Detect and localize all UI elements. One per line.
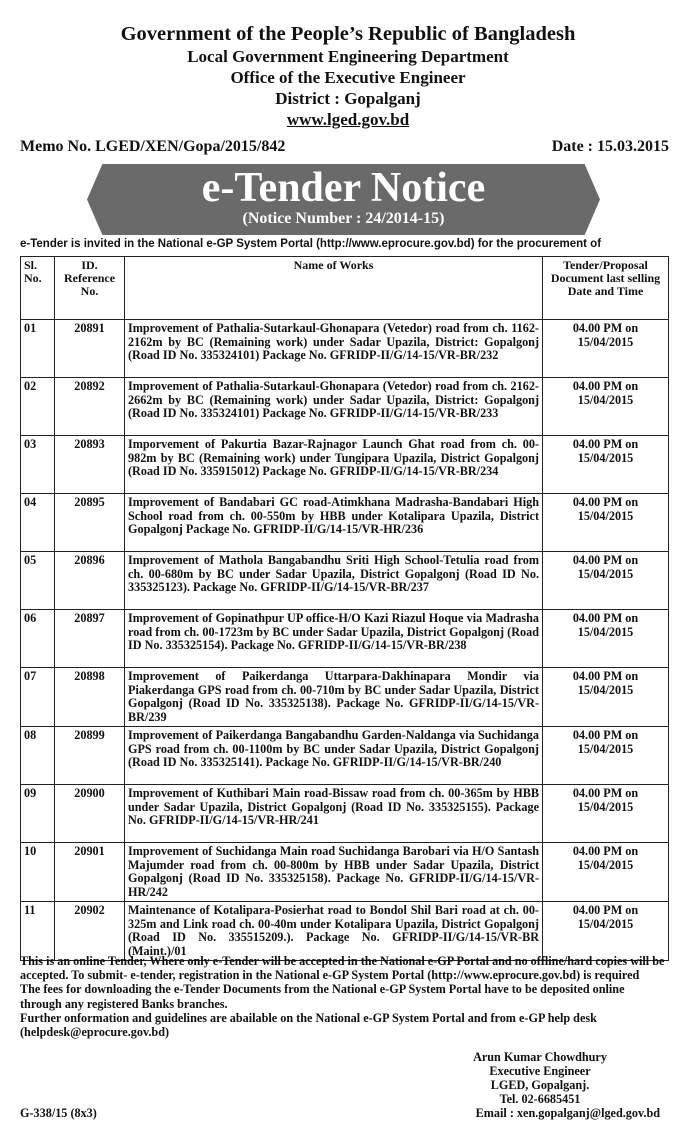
cell-work-description: Improvement of Paikerdanga Bangabandhu Garden-Naldanga via Suchidanga GPS road from ch. 00-1100m by BC under Sadar Upazila, District Gopalgonj (Road ID No. 335325141). Package No. GFRIDP-II/G/14-15/VR-BR/240 — [125, 727, 543, 785]
header-website-link[interactable]: www.lged.gov.bd — [286, 110, 410, 129]
table-row — [21, 785, 669, 843]
cell-id-ref: 20899 — [55, 727, 125, 785]
cell-work-description: Improvement of Bandabari GC road-Atimkhana Madrasha-Bandabari High School road from ch. 00-550m by HBB under Kotalipara Upazila, District Gopalgonj Package No. GFRIDP-II/G/14-15/VR-HR/236 — [125, 494, 543, 552]
cell-selling-date — [543, 668, 669, 727]
cell-selling-date — [543, 902, 669, 961]
title-banner — [87, 164, 600, 235]
signatory-tel: Tel. 02-6685451 — [499, 1092, 581, 1106]
cell-selling-date — [543, 378, 669, 436]
selling-time: 04.00 PM on — [572, 728, 639, 742]
selling-day: 15/04/2015 — [577, 916, 634, 931]
cell-work-description: Improvement of Suchidanga Main road Suchidanga Barobari via H/O Santash Majumder road from ch. 00-800m by HBB under Sadar Upazila, District Gopalgonj (Road ID No. 335325158). Package No. GFRIDP-II/G/14-15/VR-HR/242 — [125, 843, 543, 902]
selling-time: 04.00 PM on — [572, 669, 639, 683]
cell-work-description: Improvement of Pathalia-Sutarkaul-Ghonapara (Vetedor) road from ch. 1162-2162m by BC (Remaining work) under Sadar Upazila, District: Gopalgonj (Road ID No. 335324101) Package No. GFRIDP-II/G/14-15/VR-BR/232 — [125, 320, 543, 378]
selling-time: 04.00 PM on — [572, 903, 639, 917]
cell-sl-no: 01 — [21, 320, 55, 378]
header-department: Local Government Engineering Department — [187, 47, 509, 66]
table-row — [21, 843, 669, 902]
cell-work-description: Improvement of Kuthibari Main road-Bissaw road from ch. 00-365m by HBB under Sadar Upazila, District Gopalgonj (Road ID No. 335325155). Package No. GFRIDP-II/G/14-15/VR-HR/241 — [125, 785, 543, 843]
header-id-ref: ID. Reference No. — [55, 257, 125, 320]
table-row — [21, 552, 669, 610]
table-row — [21, 902, 669, 961]
cell-id-ref: 20900 — [55, 785, 125, 843]
table-row — [21, 610, 669, 668]
selling-day: 15/04/2015 — [577, 799, 634, 814]
notes — [20, 954, 668, 1039]
cell-sl-no: 06 — [21, 610, 55, 668]
table-row — [21, 668, 669, 727]
cell-id-ref: 20893 — [55, 436, 125, 494]
cell-sl-no: 03 — [21, 436, 55, 494]
cell-selling-date — [543, 320, 669, 378]
cell-sl-no: 07 — [21, 668, 55, 727]
intro-text: e-Tender is invited in the National e-GP System Portal (http://www.eprocure.gov.bd) for the procurement of — [20, 238, 602, 250]
cell-id-ref: 20892 — [55, 378, 125, 436]
cell-sl-no: 10 — [21, 843, 55, 902]
header-district: District : Gopalganj — [275, 89, 421, 108]
cell-id-ref: 20902 — [55, 902, 125, 961]
cell-work-description: Improvement of Mathola Bangabandhu Sriti High School-Tetulia road from ch. 00-680m by BC under Sadar Upazila, District Gopalgonj (Road ID No. 335325123). Package No. GFRIDP-II/G/14-15/VR-BR/237 — [125, 552, 543, 610]
cell-id-ref: 20898 — [55, 668, 125, 727]
cell-selling-date — [543, 843, 669, 902]
selling-day: 15/04/2015 — [577, 566, 634, 581]
cell-work-description: Improvement of Pathalia-Sutarkaul-Ghonapara (Vetedor) road from ch. 2162-2662m by BC (Remaining work) under Sadar Upazila, District: Gopalgonj (Road ID No. 335324101) Package No. GFRIDP-II/G/14-15/VR-BR/233 — [125, 378, 543, 436]
selling-day: 15/04/2015 — [577, 624, 634, 639]
header-selling-date: Tender/Proposal Document last selling Date and Time — [543, 257, 669, 320]
cell-id-ref: 20896 — [55, 552, 125, 610]
cell-work-description: Imporvement of Pakurtia Bazar-Rajnagor Launch Ghat road from ch. 00-982m by BC (Remaining work) under Tungipara Upazila, District Gopalgonj (Road ID No. 335915012) Package No. GFRIDP-II/G/14-15/VR-BR/234 — [125, 436, 543, 494]
banner-title: e-Tender Notice — [201, 165, 486, 211]
memo-date: Date : 15.03.2015 — [551, 138, 669, 155]
cell-id-ref: 20891 — [55, 320, 125, 378]
cell-id-ref: 20895 — [55, 494, 125, 552]
selling-time: 04.00 PM on — [572, 495, 639, 509]
selling-day: 15/04/2015 — [577, 857, 634, 872]
signatory-office: LGED, Gopalganj. — [490, 1078, 590, 1092]
header — [0, 22, 696, 130]
cell-sl-no: 02 — [21, 378, 55, 436]
selling-time: 04.00 PM on — [572, 437, 639, 451]
selling-day: 15/04/2015 — [577, 334, 634, 349]
header-government: Government of the People’s Republic of Bangladesh — [120, 23, 576, 45]
table-row — [21, 378, 669, 436]
cell-sl-no: 08 — [21, 727, 55, 785]
signatory-name: Arun Kumar Chowdhury — [473, 1050, 607, 1064]
cell-sl-no: 11 — [21, 902, 55, 961]
cell-selling-date — [543, 552, 669, 610]
header-name-of-works: Name of Works — [125, 257, 543, 320]
cell-sl-no: 09 — [21, 785, 55, 843]
table-row — [21, 494, 669, 552]
selling-time: 04.00 PM on — [572, 844, 639, 858]
table-row — [21, 436, 669, 494]
selling-day: 15/04/2015 — [577, 741, 634, 756]
signature-block — [420, 1050, 660, 1120]
cell-selling-date — [543, 436, 669, 494]
selling-time: 04.00 PM on — [572, 553, 639, 567]
cell-selling-date — [543, 610, 669, 668]
signatory-email: Email : xen.gopalganj@lged.gov.bd — [475, 1106, 660, 1120]
cell-selling-date — [543, 727, 669, 785]
works-table — [20, 256, 669, 961]
cell-sl-no: 05 — [21, 552, 55, 610]
ad-code: G-338/15 (8x3) — [20, 1106, 97, 1120]
selling-day: 15/04/2015 — [577, 682, 634, 697]
cell-work-description: Maintenance of Kotalipara-Posierhat road to Bondol Shil Bari road at ch. 00-325m and Link road ch. 00-40m under Kotalipara Upazila, District Gopalgonj (Road ID No. 335515209.). Package No. GFRIDP-II/G/14-15/VR-BR (Maint.)/01 — [125, 902, 543, 961]
table-row — [21, 320, 669, 378]
signatory-title: Executive Engineer — [489, 1064, 591, 1078]
selling-time: 04.00 PM on — [572, 611, 639, 625]
cell-selling-date — [543, 494, 669, 552]
selling-day: 15/04/2015 — [577, 508, 634, 523]
note-online-tender: This is an online Tender, Where only e-Tender will be accepted in the National e-GP Portal and no offline/hard copies will be accepted. To submit- e-tender, registration in the National e-GP System Portal (http://www.eprocure.gov.bd) is required — [20, 954, 665, 983]
cell-work-description: Improvement of Gopinathpur UP office-H/O Kazi Riazul Hoque via Madrasha road from ch. 00-1723m by BC under Sadar Upazila, District Gopalgonj (Road ID No. 335325154). Package No. GFRIDP-II/G/14-15/VR-BR/238 — [125, 610, 543, 668]
banner-subtitle: (Notice Number : 24/2014-15) — [242, 210, 445, 227]
cell-sl-no: 04 — [21, 494, 55, 552]
selling-time: 04.00 PM on — [572, 321, 639, 335]
note-further-info: Further onformation and guidelines are abailable on the National e-GP System Portal and from e-GP help desk (helpdesk@eprocure.gov.bd) — [20, 1010, 597, 1040]
note-fees: The fees for downloading the e-Tender Documents from the National e-GP System Portal have to be deposited online through any registered Banks branches. — [20, 982, 625, 1011]
selling-time: 04.00 PM on — [572, 379, 639, 393]
memo-number: Memo No. LGED/XEN/Gopa/2015/842 — [20, 138, 286, 155]
header-office: Office of the Executive Engineer — [230, 68, 466, 87]
cell-id-ref: 20897 — [55, 610, 125, 668]
table-row — [21, 727, 669, 785]
selling-day: 15/04/2015 — [577, 392, 634, 407]
header-sl-no: Sl. No. — [21, 257, 55, 320]
table-header-row — [21, 257, 669, 320]
cell-work-description: Improvement of Paikerdanga Uttarpara-Dakhinapara Mondir via Piakerdanga GPS road from ch. 00-710m by BC under Sadar Upazila, District Gopalgonj (Road ID No. 335325138). Package No. GFRIDP-II/G/14-15/VR-BR/239 — [125, 668, 543, 727]
selling-time: 04.00 PM on — [572, 786, 639, 800]
cell-selling-date — [543, 785, 669, 843]
cell-id-ref: 20901 — [55, 843, 125, 902]
selling-day: 15/04/2015 — [577, 450, 634, 465]
